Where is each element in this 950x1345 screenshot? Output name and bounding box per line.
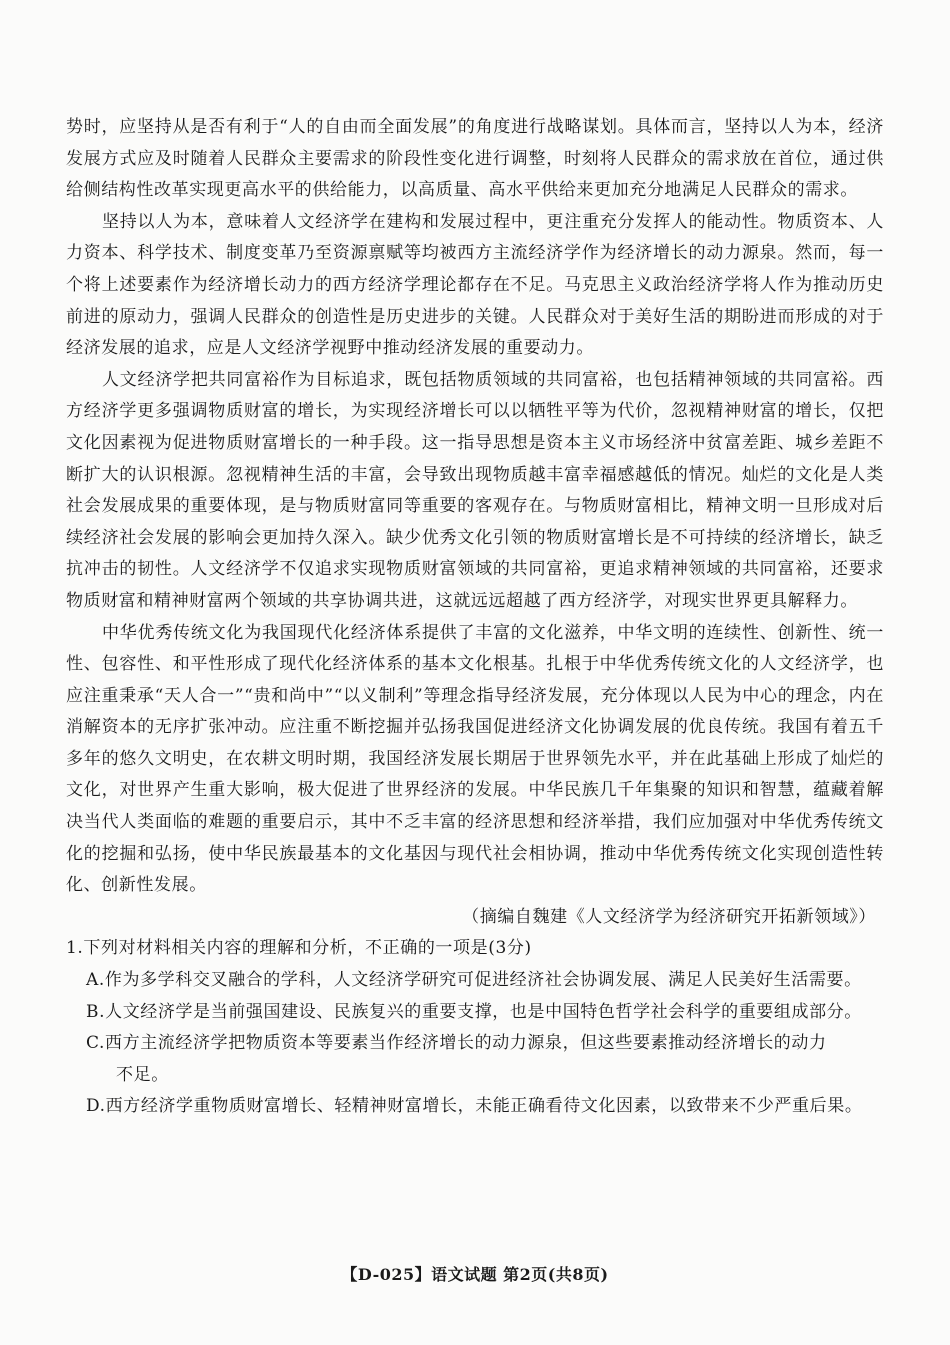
paragraph-4: 中华优秀传统文化为我国现代化经济体系提供了丰富的文化滋养，中华文明的连续性、创新性、统一性、包容性、和平性形成了现代化经济体系的基本文化根基。扎根于中华优秀传统文化的人文经济学，也应注重秉承“天人合一”“贵和尚中”“以义制利”等理念指导经济发展，充分体现以人民为中心的理念，内在消解资本的无序扩张冲动。应注重不断挖掘并弘扬我国促进经济文化协调发展的优良传统。我国有着五千多年的悠久文明史，在农耕文明时期，我国经济发展长期居于世界领先水平，并在此基础上形成了灿烂的文化，对世界产生重大影响，极大促进了世界经济的发展。中华民族几千年集聚的知识和智慧，蕴藏着解决当代人类面临的难题的重要启示，其中不乏丰富的经济思想和经济举措，我们应加强对中华优秀传统文化的挖掘和弘扬，使中华民族最基本的文化基因与现代社会相协调，推动中华优秀传统文化实现创造性转化、创新性发展。 — [66, 622, 884, 896]
option-b: B.人文经济学是当前强国建设、民族复兴的重要支撑，也是中国特色哲学社会科学的重要组成部分。 — [86, 1001, 862, 1022]
option-d: D.西方经济学重物质财富增长、轻精神财富增长，未能正确看待文化因素，以致带来不少严重后果。 — [86, 1096, 863, 1117]
option-c: C.西方主流经济学把物质资本等要素当作经济增长的动力源泉，但这些要素推动经济增长的动力 — [86, 1033, 827, 1054]
reading-passage — [66, 112, 884, 1123]
source-citation: （摘编自魏建《人文经济学为经济研究开拓新领域》） — [462, 906, 876, 927]
paragraph-1: 势时，应坚持从是否有利于“人的自由而全面发展”的角度进行战略谋划。具体而言，坚持以人为本，经济发展方式应及时随着人民群众主要需求的阶段性变化进行调整，时刻将人民群众的需求放在首位，通过供给侧结构性改革实现更高水平的供给能力，以高质量、高水平供给来更加充分地满足人民群众的需求。 — [66, 117, 884, 201]
option-a: A.作为多学科交叉融合的学科，人文经济学研究可促进经济社会协调发展、满足人民美好生活需要。 — [86, 970, 862, 991]
page-footer: 【D-025】语文试题 第2页(共8页) — [341, 1265, 609, 1284]
question-options — [66, 965, 884, 1123]
paragraph-3: 人文经济学把共同富裕作为目标追求，既包括物质领域的共同富裕，也包括精神领域的共同富裕。西方经济学更多强调物质财富的增长，为实现经济增长可以以牺牲平等为代价，忽视精神财富的增长，仅把文化因素视为促进物质财富增长的一种手段。这一指导思想是资本主义市场经济中贫富差距、城乡差距不断扩大的认识根源。忽视精神生活的丰富，会导致出现物质越丰富幸福感越低的情况。灿烂的文化是人类社会发展成果的重要体现，是与物质财富同等重要的客观存在。与物质财富相比，精神文明一旦形成对后续经济社会发展的影响会更加持久深入。缺少优秀文化引领的物质财富增长是不可持续的经济增长，缺乏抗冲击的韧性。人文经济学不仅追求实现物质财富领域的共同富裕，更追求精神领域的共同富裕，还要求物质财富和精神财富两个领域的共享协调共进，这就远远超越了西方经济学，对现实世界更具解释力。 — [66, 369, 884, 611]
option-c-continued: 不足。 — [116, 1064, 169, 1085]
paragraph-2: 坚持以人为本，意味着人文经济学在建构和发展过程中，更注重充分发挥人的能动性。物质资本、人力资本、科学技术、制度变革乃至资源禀赋等均被西方主流经济学作为经济增长的动力源泉。然而，每一个将上述要素作为经济增长动力的西方经济学理论都存在不足。马克思主义政治经济学将人作为推动历史前进的原动力，强调人民群众的创造性是历史进步的关键。人民群众对于美好生活的期盼进而形成的对于经济发展的追求，应是人文经济学视野中推动经济发展的重要动力。 — [66, 211, 884, 359]
question-stem: 1.下列对材料相关内容的理解和分析，不正确的一项是(3分) — [66, 938, 532, 959]
